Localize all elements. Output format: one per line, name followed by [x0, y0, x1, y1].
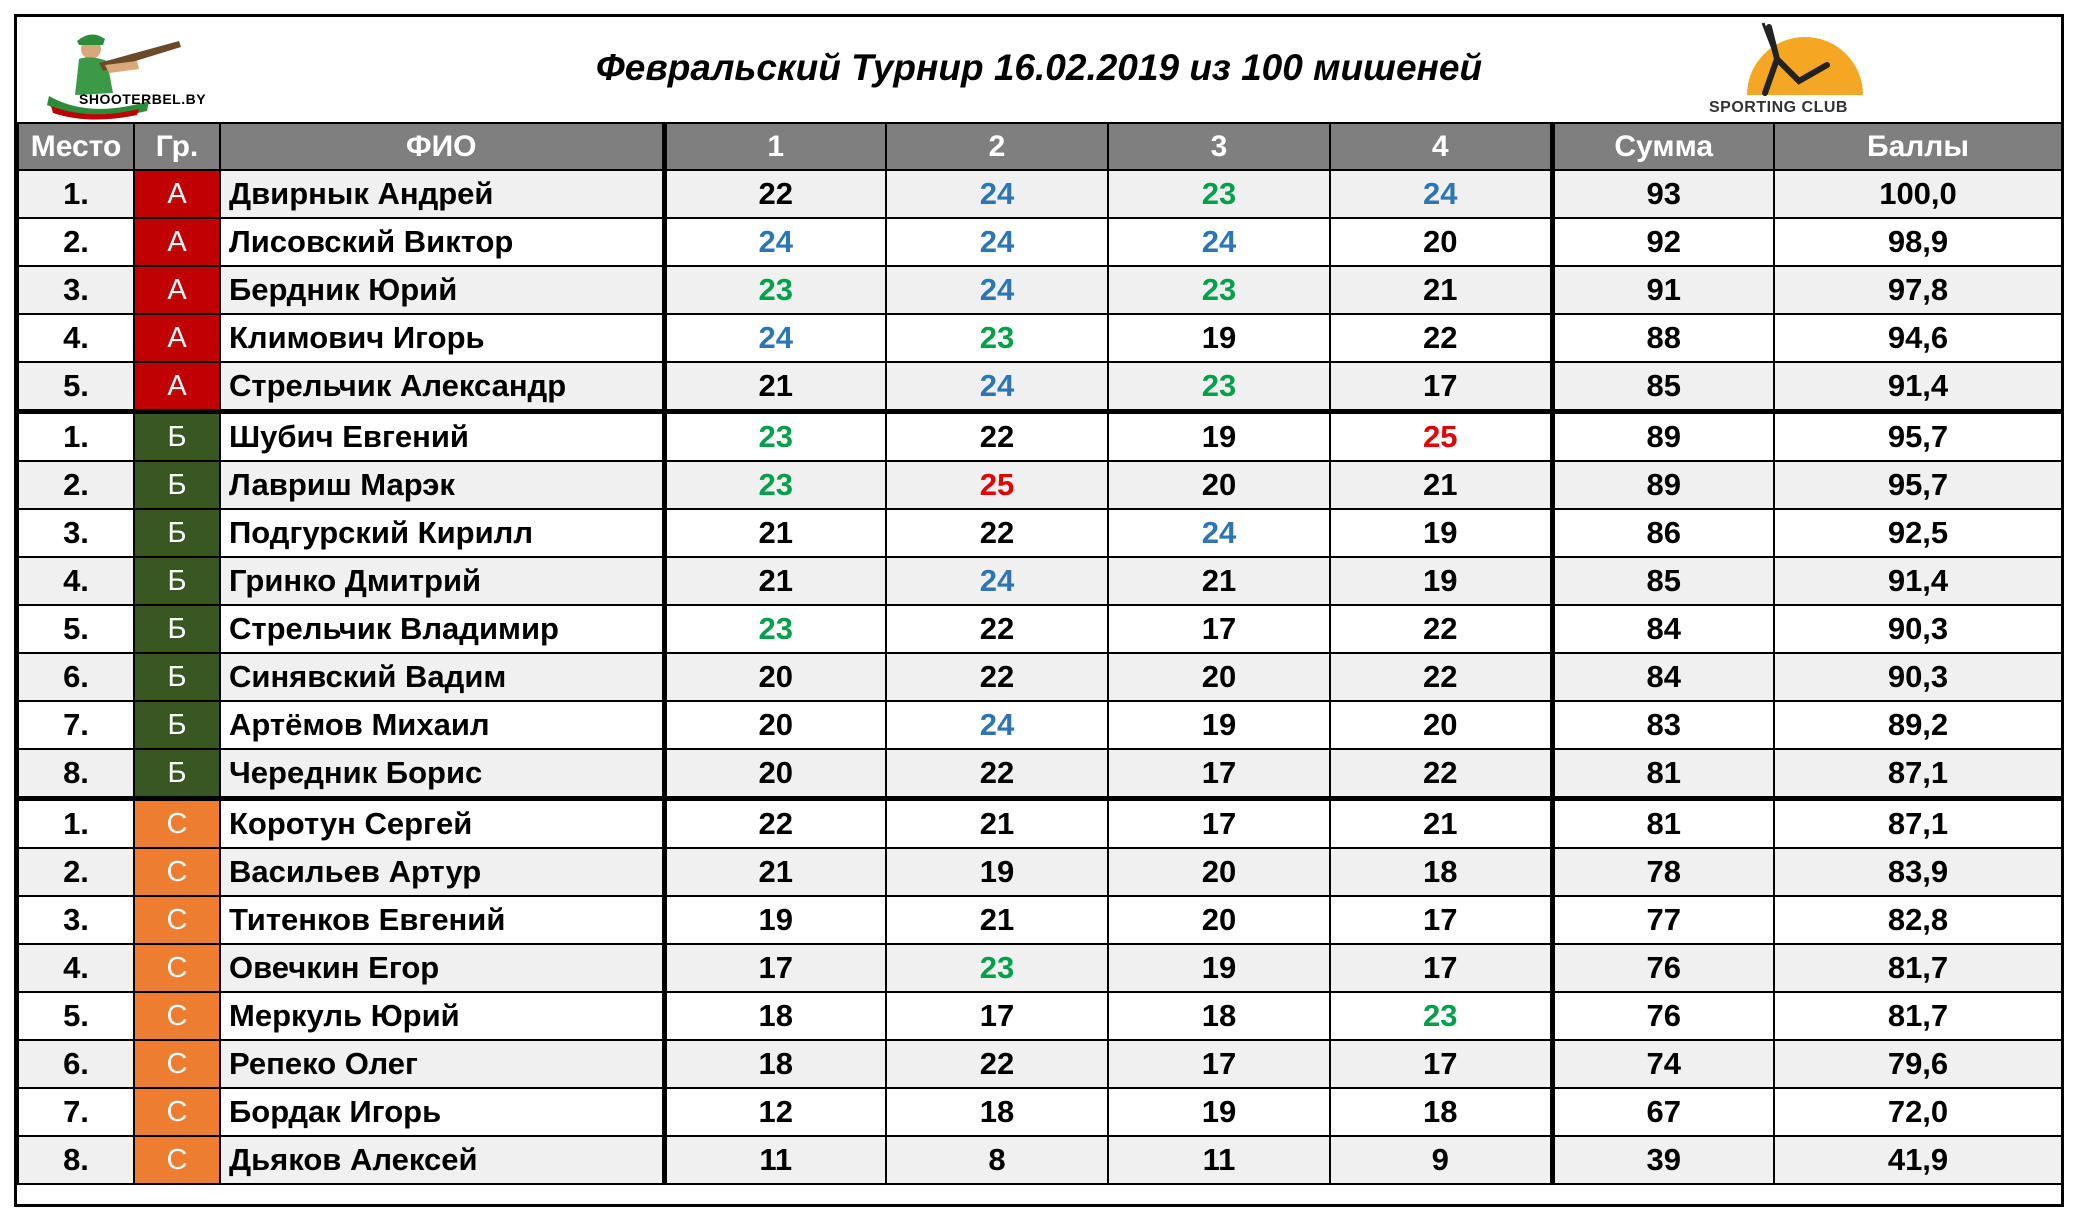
col-header-group: Гр. — [134, 123, 220, 170]
cell-series-2: 23 — [886, 944, 1108, 992]
col-header-points: Баллы — [1774, 123, 2062, 170]
cell-place: 4. — [18, 944, 134, 992]
cell-series-4: 21 — [1330, 799, 1552, 849]
cell-name: Овечкин Егор — [220, 944, 664, 992]
table-row — [18, 218, 2062, 266]
cell-group: C — [134, 799, 220, 849]
results-body — [18, 170, 2062, 1184]
cell-points: 87,1 — [1774, 749, 2062, 799]
cell-group: C — [134, 1136, 220, 1184]
table-row — [18, 605, 2062, 653]
cell-name: Бордак Игорь — [220, 1088, 664, 1136]
cell-sum: 85 — [1552, 362, 1774, 412]
cell-sum: 85 — [1552, 557, 1774, 605]
cell-place: 6. — [18, 1040, 134, 1088]
cell-sum: 81 — [1552, 749, 1774, 799]
cell-series-1: 18 — [664, 1040, 886, 1088]
cell-series-2: 22 — [886, 509, 1108, 557]
cell-points: 98,9 — [1774, 218, 2062, 266]
cell-name: Репеко Олег — [220, 1040, 664, 1088]
cell-name: Гринко Дмитрий — [220, 557, 664, 605]
cell-place: 5. — [18, 992, 134, 1040]
cell-sum: 76 — [1552, 944, 1774, 992]
col-header-series-1: 1 — [664, 123, 886, 170]
cell-name: Коротун Сергей — [220, 799, 664, 849]
cell-series-1: 22 — [664, 799, 886, 849]
cell-sum: 67 — [1552, 1088, 1774, 1136]
cell-series-3: 19 — [1108, 944, 1330, 992]
cell-points: 95,7 — [1774, 412, 2062, 462]
table-row — [18, 799, 2062, 849]
cell-place: 2. — [18, 218, 134, 266]
cell-points: 90,3 — [1774, 605, 2062, 653]
cell-name: Васильев Артур — [220, 848, 664, 896]
cell-series-4: 18 — [1330, 848, 1552, 896]
cell-points: 95,7 — [1774, 461, 2062, 509]
cell-series-1: 20 — [664, 701, 886, 749]
cell-place: 4. — [18, 314, 134, 362]
cell-name: Стрельчик Александр — [220, 362, 664, 412]
cell-sum: 88 — [1552, 314, 1774, 362]
cell-series-4: 19 — [1330, 509, 1552, 557]
cell-series-4: 20 — [1330, 701, 1552, 749]
cell-name: Шубич Евгений — [220, 412, 664, 462]
cell-points: 72,0 — [1774, 1088, 2062, 1136]
cell-series-1: 23 — [664, 461, 886, 509]
cell-sum: 84 — [1552, 653, 1774, 701]
cell-series-2: 24 — [886, 557, 1108, 605]
cell-series-2: 21 — [886, 799, 1108, 849]
cell-name: Бердник Юрий — [220, 266, 664, 314]
cell-name: Дьяков Алексей — [220, 1136, 664, 1184]
table-row — [18, 749, 2062, 799]
cell-series-1: 21 — [664, 557, 886, 605]
cell-sum: 89 — [1552, 461, 1774, 509]
cell-series-1: 20 — [664, 749, 886, 799]
cell-series-3: 20 — [1108, 848, 1330, 896]
table-row — [18, 653, 2062, 701]
table-row — [18, 461, 2062, 509]
page-title: Февральский Турнир 16.02.2019 из 100 мишеней — [595, 47, 1483, 88]
cell-name: Синявский Вадим — [220, 653, 664, 701]
cell-points: 81,7 — [1774, 944, 2062, 992]
cell-group: Б — [134, 509, 220, 557]
cell-series-2: 24 — [886, 218, 1108, 266]
cell-series-2: 19 — [886, 848, 1108, 896]
cell-points: 81,7 — [1774, 992, 2062, 1040]
cell-place: 2. — [18, 461, 134, 509]
cell-series-1: 17 — [664, 944, 886, 992]
cell-points: 92,5 — [1774, 509, 2062, 557]
cell-name: Артёмов Михаил — [220, 701, 664, 749]
cell-series-1: 24 — [664, 218, 886, 266]
cell-series-2: 22 — [886, 412, 1108, 462]
cell-place: 7. — [18, 1088, 134, 1136]
cell-series-4: 22 — [1330, 314, 1552, 362]
cell-series-2: 24 — [886, 362, 1108, 412]
cell-series-2: 21 — [886, 896, 1108, 944]
cell-series-1: 21 — [664, 362, 886, 412]
cell-series-1: 20 — [664, 653, 886, 701]
logo-left-text: SHOOTERBEL.BY — [79, 91, 207, 107]
cell-series-4: 22 — [1330, 653, 1552, 701]
col-header-sum: Сумма — [1552, 123, 1774, 170]
cell-series-3: 19 — [1108, 314, 1330, 362]
cell-series-3: 17 — [1108, 605, 1330, 653]
cell-series-3: 24 — [1108, 218, 1330, 266]
table-row — [18, 1040, 2062, 1088]
cell-series-3: 17 — [1108, 799, 1330, 849]
cell-group: A — [134, 362, 220, 412]
results-sheet — [14, 14, 2064, 1207]
logo-right-text: SPORTING CLUB — [1709, 99, 1848, 116]
cell-series-3: 24 — [1108, 509, 1330, 557]
cell-series-2: 22 — [886, 605, 1108, 653]
cell-group: A — [134, 218, 220, 266]
cell-series-4: 21 — [1330, 461, 1552, 509]
cell-sum: 74 — [1552, 1040, 1774, 1088]
cell-series-1: 23 — [664, 412, 886, 462]
cell-group: Б — [134, 653, 220, 701]
table-row — [18, 509, 2062, 557]
cell-series-4: 17 — [1330, 1040, 1552, 1088]
cell-series-4: 17 — [1330, 896, 1552, 944]
cell-series-3: 17 — [1108, 1040, 1330, 1088]
cell-sum: 84 — [1552, 605, 1774, 653]
cell-series-4: 17 — [1330, 362, 1552, 412]
cell-sum: 77 — [1552, 896, 1774, 944]
table-row — [18, 1136, 2062, 1184]
col-header-series-4: 4 — [1330, 123, 1552, 170]
cell-series-4: 22 — [1330, 749, 1552, 799]
table-row — [18, 314, 2062, 362]
cell-series-2: 18 — [886, 1088, 1108, 1136]
cell-series-3: 23 — [1108, 266, 1330, 314]
cell-group: Б — [134, 749, 220, 799]
cell-points: 91,4 — [1774, 557, 2062, 605]
cell-name: Меркуль Юрий — [220, 992, 664, 1040]
table-row — [18, 848, 2062, 896]
cell-points: 90,3 — [1774, 653, 2062, 701]
cell-series-1: 21 — [664, 509, 886, 557]
cell-series-4: 9 — [1330, 1136, 1552, 1184]
cell-points: 91,4 — [1774, 362, 2062, 412]
cell-series-2: 23 — [886, 314, 1108, 362]
cell-sum: 92 — [1552, 218, 1774, 266]
table-row — [18, 944, 2062, 992]
table-row — [18, 992, 2062, 1040]
cell-series-3: 20 — [1108, 653, 1330, 701]
cell-sum: 83 — [1552, 701, 1774, 749]
cell-points: 79,6 — [1774, 1040, 2062, 1088]
cell-series-2: 17 — [886, 992, 1108, 1040]
cell-points: 94,6 — [1774, 314, 2062, 362]
cell-series-1: 23 — [664, 605, 886, 653]
cell-series-4: 17 — [1330, 944, 1552, 992]
cell-name: Климович Игорь — [220, 314, 664, 362]
sheet-header — [17, 17, 2061, 125]
cell-group: A — [134, 170, 220, 218]
cell-series-2: 22 — [886, 749, 1108, 799]
cell-place: 5. — [18, 605, 134, 653]
cell-place: 3. — [18, 896, 134, 944]
cell-series-3: 11 — [1108, 1136, 1330, 1184]
cell-series-4: 20 — [1330, 218, 1552, 266]
cell-series-3: 23 — [1108, 170, 1330, 218]
table-row — [18, 1088, 2062, 1136]
cell-group: Б — [134, 701, 220, 749]
col-header-series-3: 3 — [1108, 123, 1330, 170]
cell-place: 3. — [18, 509, 134, 557]
table-row — [18, 170, 2062, 218]
cell-group: Б — [134, 605, 220, 653]
cell-sum: 76 — [1552, 992, 1774, 1040]
cell-group: C — [134, 1088, 220, 1136]
cell-group: C — [134, 1040, 220, 1088]
cell-place: 2. — [18, 848, 134, 896]
table-row — [18, 701, 2062, 749]
results-table — [17, 122, 2063, 1185]
cell-group: A — [134, 266, 220, 314]
cell-name: Лисовский Виктор — [220, 218, 664, 266]
cell-name: Стрельчик Владимир — [220, 605, 664, 653]
cell-place: 1. — [18, 412, 134, 462]
cell-points: 83,9 — [1774, 848, 2062, 896]
cell-series-2: 25 — [886, 461, 1108, 509]
cell-series-3: 20 — [1108, 896, 1330, 944]
cell-sum: 39 — [1552, 1136, 1774, 1184]
cell-sum: 81 — [1552, 799, 1774, 849]
cell-group: Б — [134, 461, 220, 509]
cell-place: 8. — [18, 1136, 134, 1184]
table-row — [18, 557, 2062, 605]
cell-series-4: 22 — [1330, 605, 1552, 653]
cell-group: A — [134, 314, 220, 362]
cell-series-4: 21 — [1330, 266, 1552, 314]
cell-points: 97,8 — [1774, 266, 2062, 314]
cell-series-2: 24 — [886, 701, 1108, 749]
cell-points: 100,0 — [1774, 170, 2062, 218]
cell-name: Подгурский Кирилл — [220, 509, 664, 557]
cell-series-4: 18 — [1330, 1088, 1552, 1136]
cell-name: Двирнык Андрей — [220, 170, 664, 218]
table-row — [18, 266, 2062, 314]
cell-series-4: 19 — [1330, 557, 1552, 605]
cell-place: 7. — [18, 701, 134, 749]
col-header-place: Место — [18, 123, 134, 170]
cell-sum: 93 — [1552, 170, 1774, 218]
cell-group: C — [134, 848, 220, 896]
col-header-name: ФИО — [220, 123, 664, 170]
cell-name: Чередник Борис — [220, 749, 664, 799]
cell-points: 87,1 — [1774, 799, 2062, 849]
cell-points: 41,9 — [1774, 1136, 2062, 1184]
col-header-series-2: 2 — [886, 123, 1108, 170]
cell-group: Б — [134, 557, 220, 605]
cell-sum: 86 — [1552, 509, 1774, 557]
cell-series-1: 12 — [664, 1088, 886, 1136]
cell-sum: 89 — [1552, 412, 1774, 462]
cell-place: 1. — [18, 799, 134, 849]
cell-sum: 78 — [1552, 848, 1774, 896]
cell-group: C — [134, 896, 220, 944]
table-row — [18, 896, 2062, 944]
cell-place: 5. — [18, 362, 134, 412]
cell-series-4: 24 — [1330, 170, 1552, 218]
table-row — [18, 362, 2062, 412]
cell-place: 4. — [18, 557, 134, 605]
cell-group: C — [134, 992, 220, 1040]
cell-sum: 91 — [1552, 266, 1774, 314]
cell-series-3: 21 — [1108, 557, 1330, 605]
cell-series-2: 24 — [886, 266, 1108, 314]
cell-series-1: 11 — [664, 1136, 886, 1184]
cell-series-3: 19 — [1108, 701, 1330, 749]
cell-place: 3. — [18, 266, 134, 314]
cell-place: 6. — [18, 653, 134, 701]
cell-series-2: 24 — [886, 170, 1108, 218]
cell-series-1: 22 — [664, 170, 886, 218]
table-row — [18, 412, 2062, 462]
cell-series-1: 21 — [664, 848, 886, 896]
cell-series-4: 25 — [1330, 412, 1552, 462]
cell-series-2: 22 — [886, 653, 1108, 701]
table-header-row — [18, 123, 2062, 170]
cell-series-1: 19 — [664, 896, 886, 944]
cell-name: Титенков Евгений — [220, 896, 664, 944]
cell-series-2: 22 — [886, 1040, 1108, 1088]
cell-series-3: 18 — [1108, 992, 1330, 1040]
cell-series-2: 8 — [886, 1136, 1108, 1184]
cell-series-1: 18 — [664, 992, 886, 1040]
cell-group: C — [134, 944, 220, 992]
cell-points: 89,2 — [1774, 701, 2062, 749]
cell-group: Б — [134, 412, 220, 462]
cell-name: Лавриш Марэк — [220, 461, 664, 509]
cell-series-1: 23 — [664, 266, 886, 314]
cell-series-3: 19 — [1108, 412, 1330, 462]
cell-series-1: 24 — [664, 314, 886, 362]
cell-series-4: 23 — [1330, 992, 1552, 1040]
cell-series-3: 20 — [1108, 461, 1330, 509]
cell-series-3: 19 — [1108, 1088, 1330, 1136]
cell-points: 82,8 — [1774, 896, 2062, 944]
cell-place: 1. — [18, 170, 134, 218]
cell-series-3: 17 — [1108, 749, 1330, 799]
cell-place: 8. — [18, 749, 134, 799]
cell-series-3: 23 — [1108, 362, 1330, 412]
